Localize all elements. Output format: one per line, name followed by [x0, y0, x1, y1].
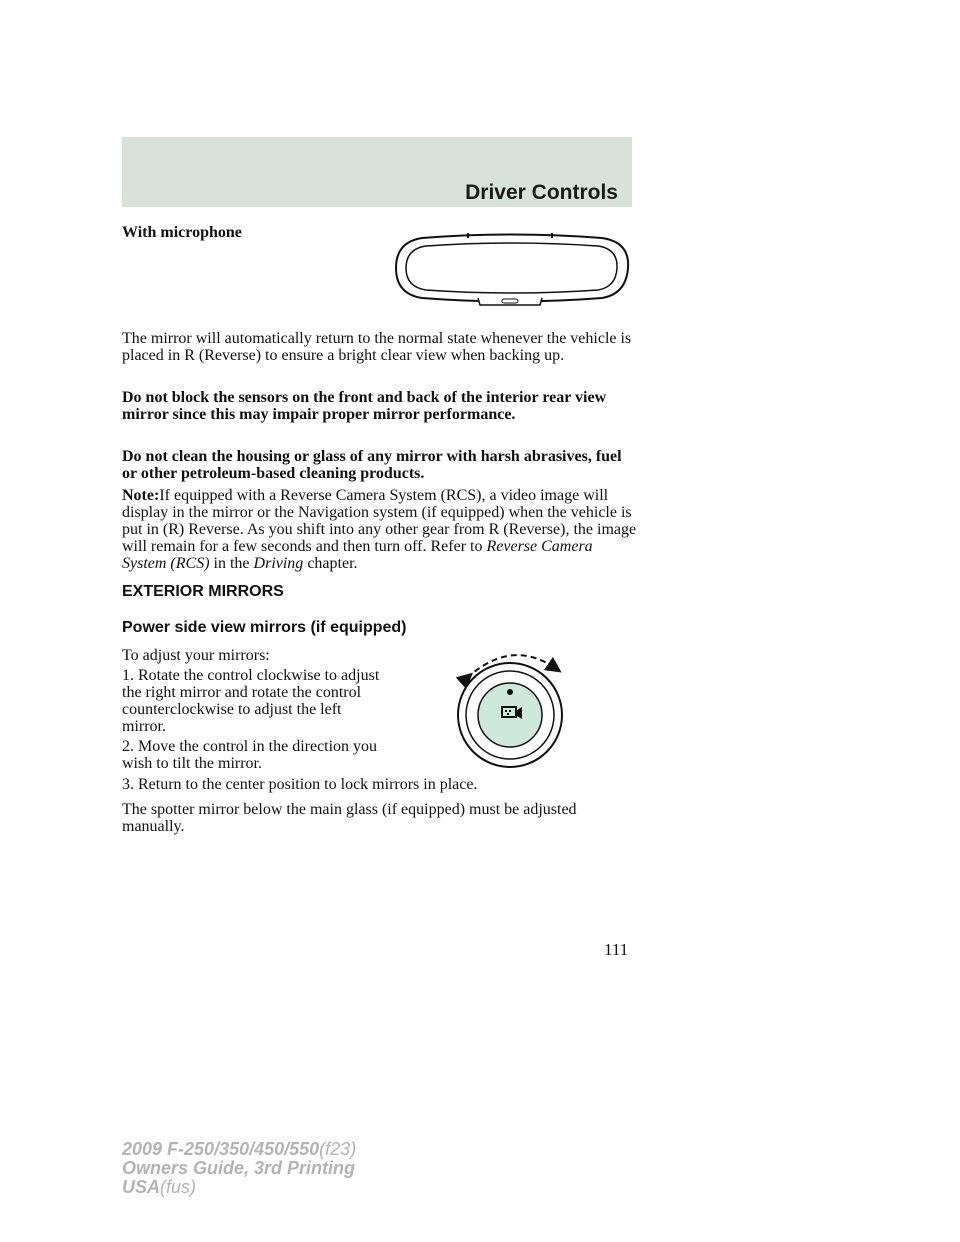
footer-region: USA	[122, 1177, 161, 1197]
page-number: 111	[604, 940, 629, 959]
mirror-warning-cleaning: Do not clean the housing or glass of any mirror with harsh abrasives, fuel or other petroleum-based cleaning products.	[122, 448, 622, 482]
mirror-note	[122, 487, 637, 572]
note-reference-chapter: Driving	[253, 555, 304, 572]
adjust-step-3: 3. Return to the center position to lock mirrors in place.	[122, 776, 478, 793]
exterior-mirrors-heading: EXTERIOR MIRRORS	[122, 583, 284, 600]
footer-region-code: (fus)	[160, 1177, 197, 1197]
power-mirrors-subheading: Power side view mirrors (if equipped)	[122, 619, 407, 636]
footer-model: 2009 F-250/350/450/550	[122, 1139, 320, 1159]
note-label: Note:	[122, 487, 160, 504]
footer-guide: Owners Guide, 3rd Printing	[122, 1158, 356, 1178]
note-text-1: If equipped with a Reverse Camera System (RCS), a video image will display in the mirror or the Navigation system (if equipped) when the vehicle is put in (R) Reverse. As you shift into any other gear from R (Reverse), the image will remain for a few seconds and then turn off. Refer to	[122, 487, 637, 555]
header-band	[122, 137, 632, 207]
footer	[122, 1140, 356, 1197]
adjust-step-1: 1. Rotate the control clockwise to adjust the right mirror and rotate the control counterclockwise to adjust the left mirror.	[122, 667, 380, 735]
footer-line-3	[122, 1178, 356, 1197]
mirror-warning-sensors: Do not block the sensors on the front and back of the interior rear view mirror since this may impair proper mirror performance.	[122, 389, 607, 423]
note-text-3: chapter.	[303, 555, 358, 572]
footer-line-1	[122, 1140, 356, 1159]
mirror-label: With microphone	[122, 224, 242, 241]
note-reference-rcs: Reverse Camera System (RCS)	[122, 538, 593, 572]
mirror-paragraph: The mirror will automatically return to the normal state whenever the vehicle is placed in R (Reverse) to ensure a bright clear view when backing up.	[122, 330, 632, 364]
adjust-intro: To adjust your mirrors:	[122, 647, 270, 664]
mirror-control-knob-illustration	[455, 640, 585, 770]
note-text-2: in the	[209, 555, 254, 572]
spotter-mirror-paragraph: The spotter mirror below the main glass (if equipped) must be adjusted manually.	[122, 801, 577, 835]
rearview-mirror-illustration	[392, 228, 632, 308]
page-section-title: Driver Controls	[465, 181, 618, 204]
footer-model-code: (f23)	[319, 1139, 357, 1159]
adjust-step-2: 2. Move the control in the direction you wish to tilt the mirror.	[122, 738, 378, 772]
